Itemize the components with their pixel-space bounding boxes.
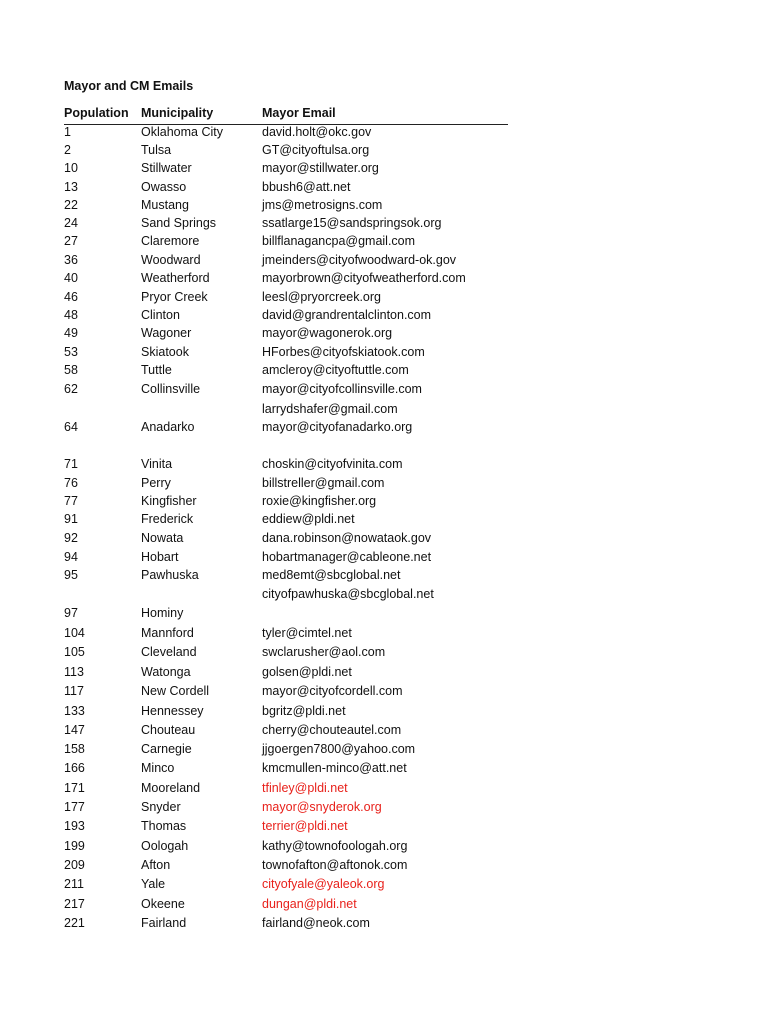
email-cell: amcleroy@cityoftuttle.com (262, 363, 409, 377)
municipality-cell: Tuttle (141, 363, 172, 377)
population-cell: 40 (64, 271, 78, 285)
population-cell: 211 (64, 877, 84, 891)
population-cell: 133 (64, 704, 85, 718)
population-cell: 48 (64, 308, 78, 322)
population-cell: 24 (64, 216, 78, 230)
email-cell: golsen@pldi.net (262, 665, 352, 679)
municipality-cell: Hominy (141, 606, 184, 620)
population-cell: 97 (64, 606, 78, 620)
municipality-cell: Oklahoma City (141, 125, 223, 139)
population-cell: 94 (64, 550, 78, 564)
email-cell: med8emt@sbcglobal.net (262, 568, 401, 582)
municipality-cell: Pryor Creek (141, 290, 208, 304)
email-cell: mayor@cityofanadarko.org (262, 420, 413, 434)
population-cell: 171 (64, 781, 85, 795)
email-cell: jms@metrosigns.com (262, 198, 383, 212)
population-cell: 49 (64, 326, 78, 340)
population-cell: 46 (64, 290, 78, 304)
email-cell: kmcmullen-minco@att.net (262, 761, 407, 775)
municipality-cell: Hennessey (141, 704, 204, 718)
email-cell: mayor@cityofcollinsville.com (262, 382, 422, 396)
municipality-cell: Yale (141, 877, 166, 891)
municipality-cell: Anadarko (141, 420, 195, 434)
population-cell: 62 (64, 382, 78, 396)
email-cell: cityofyale@yaleok.org (262, 877, 385, 891)
population-cell: 158 (64, 742, 85, 756)
email-cell: mayorbrown@cityofweatherford.com (262, 271, 466, 285)
population-cell: 95 (64, 568, 78, 582)
email-cell: mayor@wagonerok.org (262, 326, 393, 340)
population-cell: 199 (64, 839, 85, 853)
document-title: Mayor and CM Emails (64, 79, 194, 93)
population-cell: 117 (64, 684, 84, 698)
municipality-cell: Mooreland (141, 781, 201, 795)
email-cell: GT@cityoftulsa.org (262, 143, 370, 157)
population-cell: 113 (64, 665, 84, 679)
population-cell: 71 (64, 457, 78, 471)
email-cell: kathy@townofoologah.org (262, 839, 408, 853)
municipality-cell: Mannford (141, 626, 194, 640)
population-cell: 53 (64, 345, 78, 359)
population-cell: 77 (64, 494, 78, 508)
email-cell: eddiew@pldi.net (262, 512, 355, 526)
municipality-cell: Carnegie (141, 742, 192, 756)
email-cell: billflanagancpa@gmail.com (262, 234, 416, 248)
email-cell: townofafton@aftonok.com (262, 858, 408, 872)
population-cell: 58 (64, 363, 78, 377)
municipality-cell: Oologah (141, 839, 189, 853)
population-cell: 91 (64, 512, 78, 526)
email-cell: terrier@pldi.net (262, 819, 348, 833)
population-cell: 10 (64, 161, 78, 175)
population-cell: 193 (64, 819, 85, 833)
municipality-cell: Stillwater (141, 161, 192, 175)
email-cell: HForbes@cityofskiatook.com (262, 345, 425, 359)
municipality-cell: Tulsa (141, 143, 172, 157)
municipality-cell: Frederick (141, 512, 194, 526)
email-cell: fairland@neok.com (262, 916, 370, 930)
population-cell: 13 (64, 180, 78, 194)
municipality-cell: Collinsville (141, 382, 201, 396)
email-cell: cityofpawhuska@sbcglobal.net (262, 587, 434, 601)
municipality-cell: Clinton (141, 308, 180, 322)
municipality-cell: Kingfisher (141, 494, 197, 508)
email-cell: dungan@pldi.net (262, 897, 357, 911)
population-cell: 105 (64, 645, 85, 659)
email-cell: david@grandrentalclinton.com (262, 308, 432, 322)
municipality-cell: New Cordell (141, 684, 210, 698)
population-cell: 166 (64, 761, 85, 775)
email-cell: bgritz@pldi.net (262, 704, 346, 718)
municipality-cell: Woodward (141, 253, 201, 267)
municipality-cell: Chouteau (141, 723, 196, 737)
email-cell: david.holt@okc.gov (262, 125, 372, 139)
email-cell: bbush6@att.net (262, 180, 351, 194)
municipality-cell: Fairland (141, 916, 187, 930)
municipality-cell: Hobart (141, 550, 179, 564)
municipality-cell: Perry (141, 476, 171, 490)
municipality-cell: Watonga (141, 665, 191, 679)
municipality-cell: Minco (141, 761, 175, 775)
population-cell: 104 (64, 626, 85, 640)
municipality-cell: Mustang (141, 198, 189, 212)
email-cell: dana.robinson@nowataok.gov (262, 531, 432, 545)
email-cell: tyler@cimtel.net (262, 626, 352, 640)
population-cell: 27 (64, 234, 78, 248)
municipality-cell: Owasso (141, 180, 187, 194)
email-cell: cherry@chouteautel.com (262, 723, 402, 737)
population-cell: 177 (64, 800, 85, 814)
population-cell: 36 (64, 253, 78, 267)
email-cell: mayor@stillwater.org (262, 161, 379, 175)
population-cell: 92 (64, 531, 78, 545)
municipality-cell: Claremore (141, 234, 200, 248)
email-cell: tfinley@pldi.net (262, 781, 348, 795)
municipality-cell: Nowata (141, 531, 184, 545)
header-mayor-email: Mayor Email (262, 106, 336, 120)
email-cell: roxie@kingfisher.org (262, 494, 377, 508)
municipality-cell: Thomas (141, 819, 187, 833)
email-cell: choskin@cityofvinita.com (262, 457, 403, 471)
email-cell: larrydshafer@gmail.com (262, 402, 398, 416)
header-municipality: Municipality (141, 106, 214, 120)
email-cell: mayor@cityofcordell.com (262, 684, 403, 698)
population-cell: 147 (64, 723, 85, 737)
municipality-cell: Skiatook (141, 345, 189, 359)
population-cell: 1 (64, 125, 71, 139)
email-cell: hobartmanager@cableone.net (262, 550, 432, 564)
population-cell: 64 (64, 420, 78, 434)
municipality-cell: Vinita (141, 457, 173, 471)
population-cell: 22 (64, 198, 78, 212)
email-cell: leesl@pryorcreek.org (262, 290, 381, 304)
municipality-cell: Wagoner (141, 326, 192, 340)
municipality-cell: Okeene (141, 897, 185, 911)
email-cell: mayor@snyderok.org (262, 800, 382, 814)
email-cell: ssatlarge15@sandspringsok.org (262, 216, 442, 230)
municipality-cell: Snyder (141, 800, 181, 814)
email-cell: jjgoergen7800@yahoo.com (262, 742, 416, 756)
municipality-cell: Weatherford (141, 271, 210, 285)
email-cell: jmeinders@cityofwoodward-ok.gov (262, 253, 457, 267)
population-cell: 76 (64, 476, 78, 490)
population-cell: 217 (64, 897, 85, 911)
email-cell: billstreller@gmail.com (262, 476, 385, 490)
header-population: Population (64, 106, 129, 120)
email-cell: swclarusher@aol.com (262, 645, 386, 659)
population-cell: 209 (64, 858, 85, 872)
population-cell: 221 (64, 916, 85, 930)
municipality-cell: Cleveland (141, 645, 197, 659)
municipality-cell: Pawhuska (141, 568, 199, 582)
population-cell: 2 (64, 143, 71, 157)
municipality-cell: Sand Springs (141, 216, 217, 230)
municipality-cell: Afton (141, 858, 171, 872)
